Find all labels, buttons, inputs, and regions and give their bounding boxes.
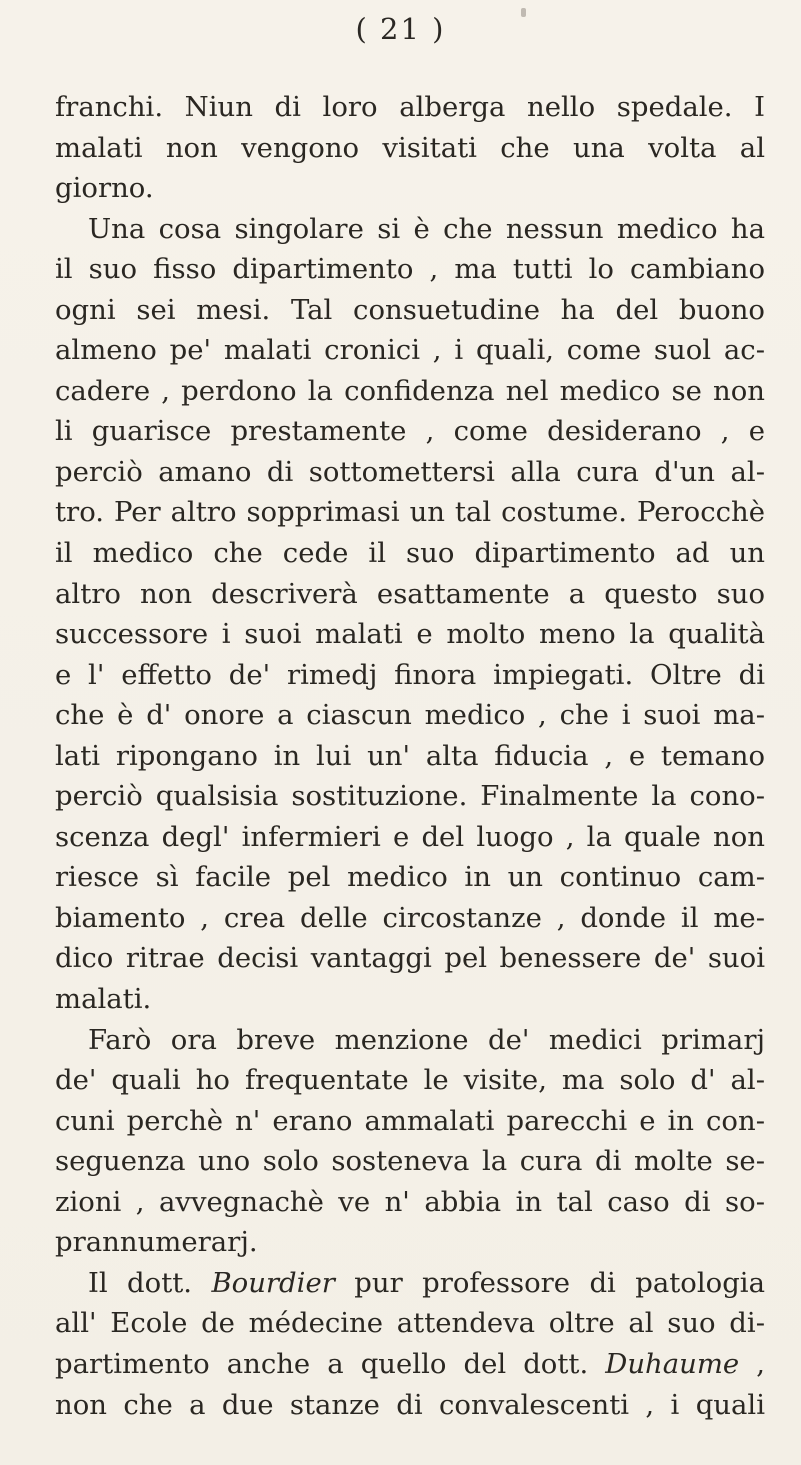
- text-line: e l' effetto de' rimedj finora impiegati. Oltre di: [55, 658, 765, 691]
- text-line: successore i suoi malati e molto meno la qualità: [55, 618, 765, 651]
- text-line: malati.: [55, 983, 152, 1016]
- text-line: dico ritrae decisi vantaggi pel benessere de' suoi: [55, 942, 765, 975]
- text-line: franchi. Niun di loro alberga nello spedale. I: [55, 91, 765, 123]
- text-line: scenza degl' infermieri e del luogo , la quale non: [55, 820, 765, 853]
- text-line: il medico che cede il suo dipartimento ad un: [55, 537, 765, 570]
- text-line: il suo fisso dipartimento , ma tutti lo cambiano: [55, 253, 765, 286]
- page-number: ( 21 ): [355, 12, 446, 46]
- text-line: seguenza uno solo sosteneva la cura di molte se-: [55, 1145, 765, 1178]
- text-line: ogni sei mesi. Tal consuetudine ha del buono: [55, 293, 765, 326]
- text-line: Farò ora breve menzione de' medici primarj: [88, 1023, 765, 1056]
- text-line: almeno pe' malati cronici , i quali, come suol ac-: [55, 334, 765, 367]
- text-line: li guarisce prestamente , come desiderano , e: [55, 415, 765, 448]
- text-line: che è d' onore a ciascun medico , che i suoi ma-: [55, 699, 765, 732]
- text-line: partimento anche a quello del dott. Duhaume ,: [55, 1347, 765, 1380]
- text-line: lati ripongano in lui un' alta fiducia , e temano: [55, 739, 765, 772]
- text-line: zioni , avvegnachè ve n' abbia in tal caso di so-: [55, 1185, 765, 1218]
- text-line: riesce sì facile pel medico in un continuo cam-: [55, 861, 765, 894]
- text-line: biamento , crea delle circostanze , donde il me-: [55, 901, 765, 934]
- text-line: cuni perchè n' erano ammalati parecchi e in con-: [55, 1104, 765, 1137]
- text-line: perciò qualsisia sostituzione. Finalmente la cono-: [55, 780, 765, 813]
- text-line: perciò amano di sottomettersi alla cura d'un al-: [55, 455, 765, 488]
- body-text: [55, 87, 765, 1425]
- text-line: Il dott. Bourdier pur professore di patologia: [88, 1266, 765, 1299]
- text-line: prannumerarj.: [55, 1226, 258, 1259]
- text-line: de' quali ho frequentate le visite, ma solo d' al-: [55, 1064, 765, 1097]
- text-line: cadere , perdono la confidenza nel medico se non: [55, 374, 765, 407]
- text-line: tro. Per altro sopprimasi un tal costume. Perocchè: [55, 496, 765, 529]
- text-line: altro non descriverà esattamente a questo suo: [55, 577, 765, 610]
- text-line: giorno.: [55, 172, 154, 205]
- text-line: Una cosa singolare si è che nessun medico ha: [88, 212, 765, 245]
- text-line: non che a due stanze di convalescenti , i quali: [55, 1388, 765, 1421]
- text-line: all' Ecole de médecine attendeva oltre al suo di-: [55, 1307, 765, 1340]
- text-line: malati non vengono visitati che una volta al: [55, 131, 765, 164]
